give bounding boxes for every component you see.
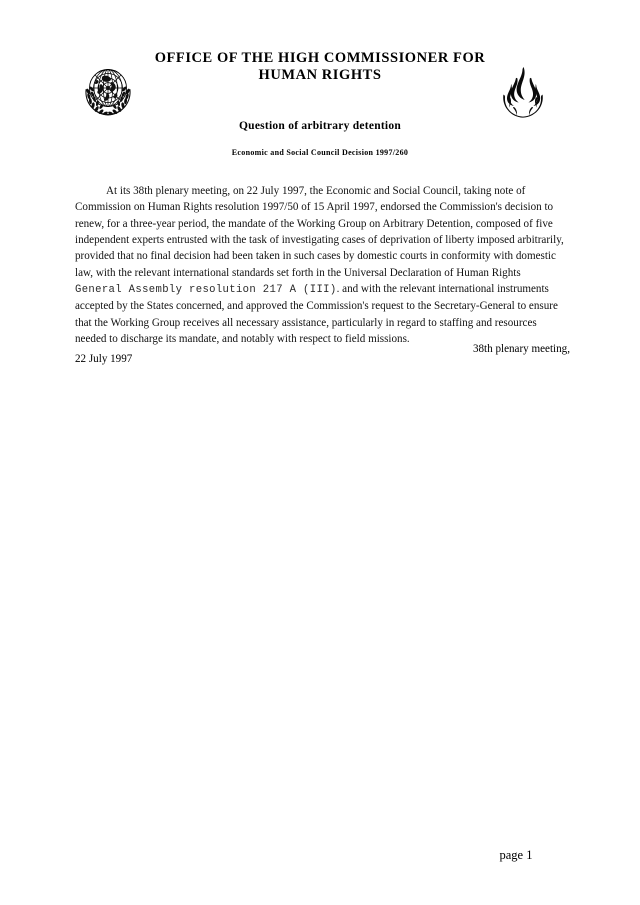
body-text-part-1: At its 38th plenary meeting, on 22 July 1997, the Economic and Social Council, taking note of Commission on Human Rights resolution 1997/50 of 15 April 1997, endorsed the Commission's decision to renew, for a three-year period, the mandate of the Working Group on Arbitrary Detention, composed of five independent experts entrusted with the task of investigating cases of deprivation of liberty imposed arbitrarily, provided that no final decision had been taken in such cases by domestic courts in conformity with domestic law, with the relevant international standards set forth in the Universal Declaration of Human Rights (75, 185, 564, 279)
organization-title (150, 50, 490, 84)
ohchr-flame-icon (500, 66, 546, 118)
document-date: 22 July 1997 (75, 353, 133, 365)
page-number: page 1 (499, 848, 533, 862)
plenary-meeting-label: 38th plenary meeting, (472, 343, 570, 355)
un-emblem-icon (79, 63, 137, 119)
monospace-citation: General Assembly resolution 217 A (III) (75, 284, 337, 297)
document-body (75, 183, 570, 347)
page-title: Question of arbitrary detention (238, 120, 402, 132)
document-masthead (0, 30, 640, 94)
body-text-part-2: . and with the relevant international instruments accepted by the States concerned, and approved the Commission's request to the Secretary-General to ensure that the Working Group receives all necessary assistance, particularly in regard to staffing and resources needed to discharge its mandate, and notably with respect to field missions. (75, 283, 558, 346)
body-paragraph (75, 183, 570, 347)
page-footer (0, 848, 640, 863)
organization-title-line-1: OFFICE OF THE HIGH COMMISSIONER FOR (154, 50, 486, 66)
document-subtitle: Economic and Social Council Decision 1997/260 (231, 148, 409, 157)
organization-title-line-2: HUMAN RIGHTS (258, 67, 382, 83)
